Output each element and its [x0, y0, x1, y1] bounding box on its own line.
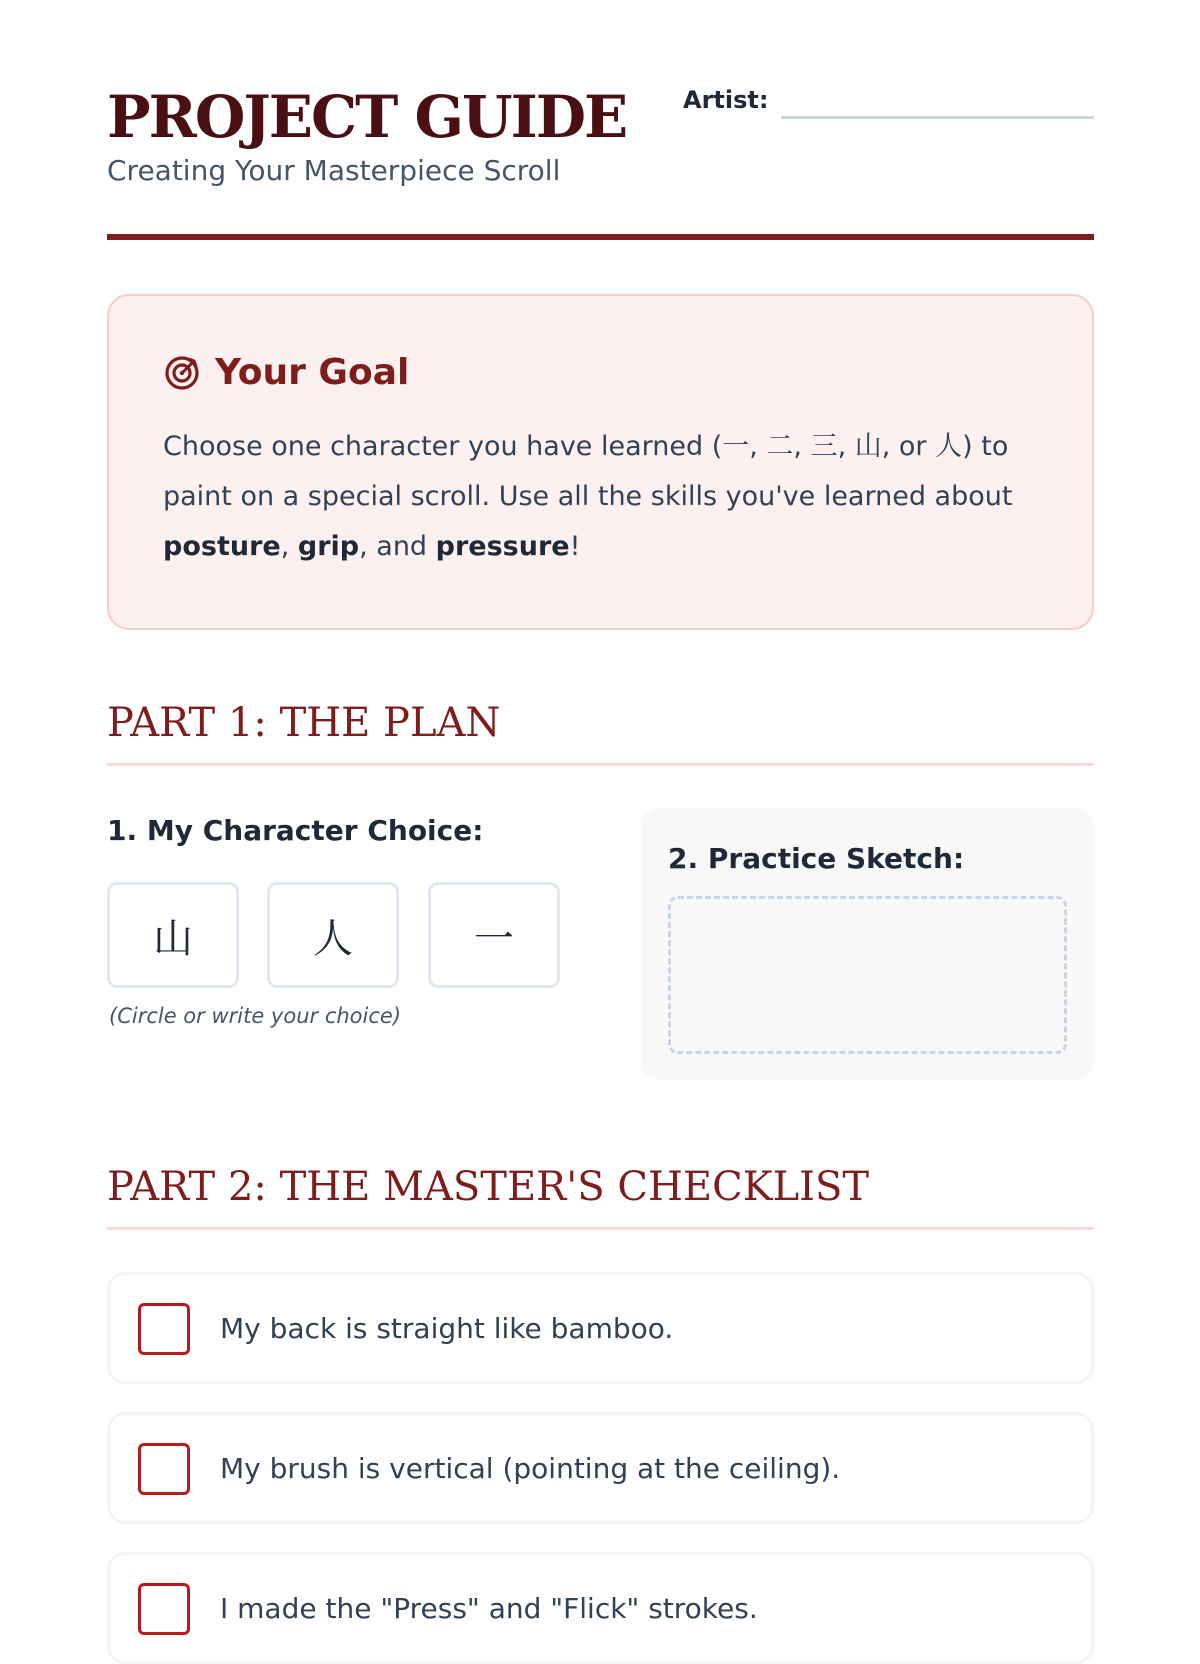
checkbox[interactable]: [138, 1443, 190, 1495]
page-title: PROJECT GUIDE: [107, 83, 627, 151]
goal-title: Your Goal: [215, 351, 410, 393]
character-option-person[interactable]: 人: [267, 882, 399, 988]
checklist-item-text: My back is straight like bamboo.: [220, 1312, 674, 1345]
part1-heading: PART 1: THE PLAN: [107, 700, 1094, 766]
goal-keyword-grip: grip: [297, 531, 360, 562]
practice-sketch-panel: [641, 808, 1094, 1080]
goal-text-body: Choose one character you have learned (一, 二, 三, 山, or 人) to paint on a special scroll. Use all the skills you've learned about: [163, 431, 1013, 512]
goal-keyword-pressure: pressure: [435, 531, 570, 562]
checklist-item[interactable]: [107, 1272, 1094, 1384]
goal-text-end: !: [569, 531, 581, 562]
checklist-item[interactable]: [107, 1552, 1094, 1664]
checklist-item[interactable]: [107, 1412, 1094, 1524]
page-subtitle: Creating Your Masterpiece Scroll: [107, 154, 561, 187]
goal-card: [107, 294, 1094, 630]
checkbox[interactable]: [138, 1303, 190, 1355]
header: [107, 84, 1094, 244]
target-icon: [163, 353, 201, 391]
artist-label: Artist:: [683, 86, 769, 114]
goal-description: [163, 422, 1023, 572]
header-divider: [107, 234, 1094, 240]
goal-text-sep: ,: [280, 531, 298, 562]
character-option-mountain[interactable]: 山: [107, 882, 239, 988]
practice-sketch-label: 2. Practice Sketch:: [668, 842, 965, 875]
part2-heading: PART 2: THE MASTER'S CHECKLIST: [107, 1164, 1094, 1230]
choice-hint: (Circle or write your choice): [109, 1004, 402, 1028]
goal-heading: [163, 350, 409, 394]
character-option-one[interactable]: 一: [428, 882, 560, 988]
goal-keyword-posture: posture: [163, 531, 281, 562]
checkbox[interactable]: [138, 1583, 190, 1635]
character-choice-label: 1. My Character Choice:: [107, 814, 484, 847]
artist-field[interactable]: [683, 84, 1094, 124]
artist-name-line[interactable]: [781, 116, 1094, 119]
checklist-item-text: My brush is vertical (pointing at the ceiling).: [220, 1452, 841, 1485]
goal-text-sep: , and: [359, 531, 436, 562]
sketch-area[interactable]: [668, 896, 1067, 1054]
checklist-item-text: I made the "Press" and "Flick" strokes.: [220, 1592, 758, 1625]
